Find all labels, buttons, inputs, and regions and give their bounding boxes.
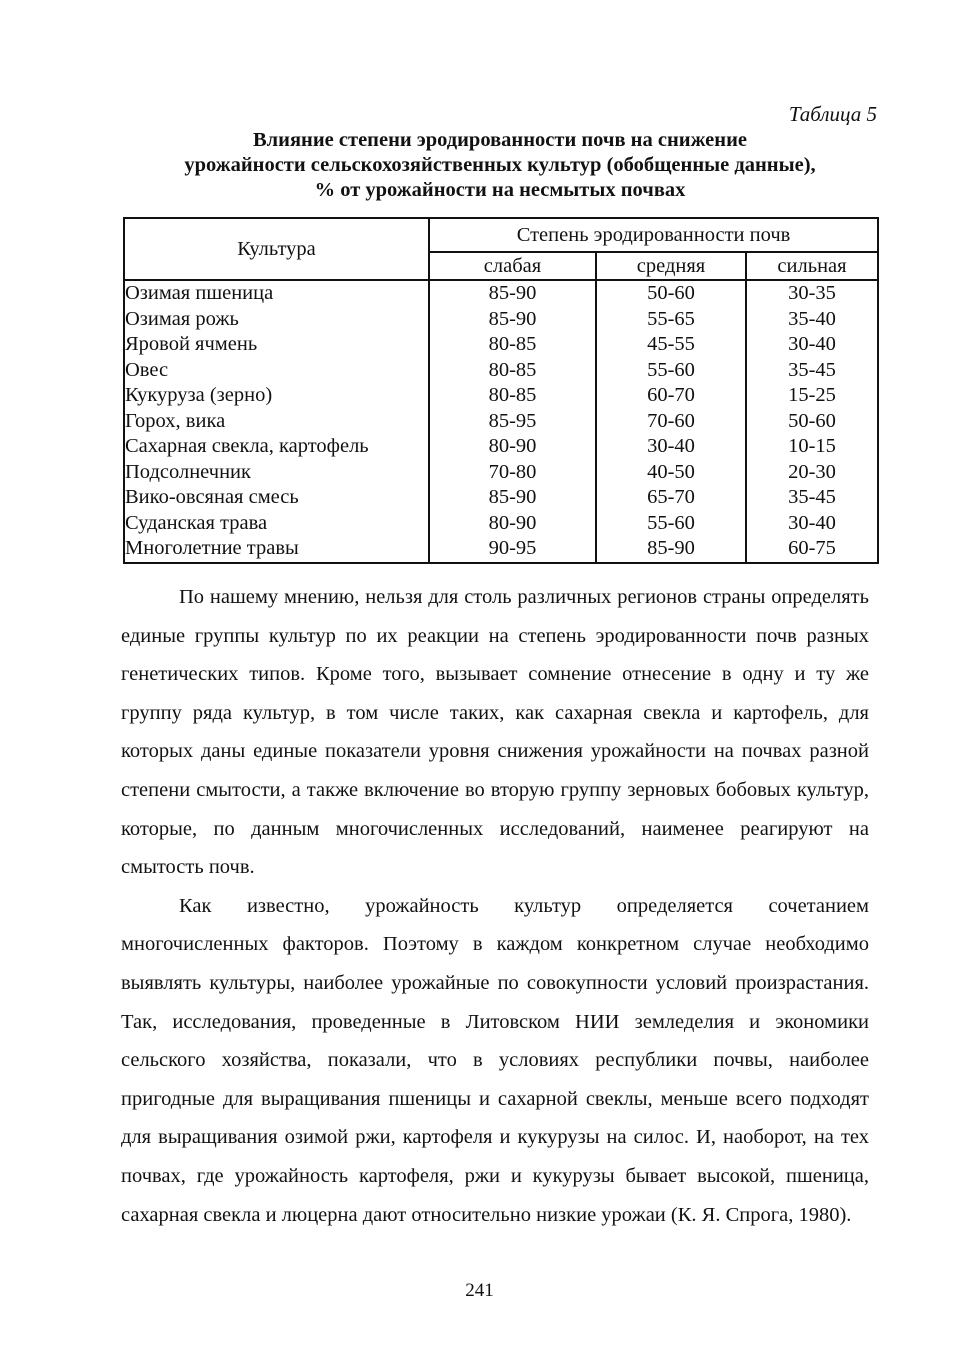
medium-erosion-cell: 50-60 xyxy=(596,280,746,307)
crop-name-cell: Вико-овсяная смесь xyxy=(124,485,429,511)
strong-erosion-cell: 20-30 xyxy=(746,460,878,486)
caption-line: % от урожайности на несмытых почвах xyxy=(314,179,686,201)
header-weak: слабая xyxy=(429,252,596,280)
table-row xyxy=(124,485,878,511)
crop-name-cell: Подсолнечник xyxy=(124,460,429,486)
weak-erosion-cell: 80-90 xyxy=(429,511,596,537)
header-erosion-degree: Степень эродированности почв xyxy=(429,218,878,252)
header-crop: Культура xyxy=(124,218,429,280)
table-row xyxy=(124,409,878,435)
header-strong: сильная xyxy=(746,252,878,280)
caption-line: урожайности сельскохозяйственных культур (обобщенные данные), xyxy=(184,154,816,176)
weak-erosion-cell: 80-90 xyxy=(429,434,596,460)
table-caption xyxy=(120,128,880,203)
caption-line: Влияние степени эродированности почв на снижение xyxy=(252,129,747,151)
crop-name-cell: Горох, вика xyxy=(124,409,429,435)
crop-name-cell: Суданская трава xyxy=(124,511,429,537)
table-body xyxy=(124,280,878,563)
paragraph: По нашему мнению, нельзя для столь различных регионов страны определять единые группы культур по их реакции на степень эродированности почв разных генетических типов. Кроме того, вызывает сомнение отнесение в одну и ту же группу ряда культур, в том числе таких, как сахарная свекла и картофель, для которых даны единые показатели уровня снижения урожайности на почвах разной степени смытости, а также включение во вторую группу зерновых бобовых культур, которые, по данным многочисленных исследований, наименее реагируют на смытость почв. xyxy=(121,586,869,879)
erosion-yield-table xyxy=(123,217,879,564)
table-row xyxy=(124,511,878,537)
table-row xyxy=(124,460,878,486)
paragraph: Как известно, урожайность культур определяется сочетанием многочисленных факторов. Поэтому в каждом конкретном случае необходимо выявлять культуры, наиболее урожайные по совокупности условий произрастания. Так, исследования, проведенные в Литовском НИИ земледелия и экономики сельского хозяйства, показали, что в условиях республики почвы, наиболее пригодные для выращивания пшеницы и сахарной свеклы, меньше всего подходят для выращивания озимой ржи, картофеля и кукурузы на силос. И, наоборот, на тех почвах, где урожайность картофеля, ржи и кукурузы бывает высокой, пшеница, сахарная свекла и люцерна дают относительно низкие урожаи (К. Я. Спрога, 1980). xyxy=(121,894,869,1226)
medium-erosion-cell: 55-65 xyxy=(596,307,746,333)
weak-erosion-cell: 90-95 xyxy=(429,536,596,563)
medium-erosion-cell: 55-60 xyxy=(596,358,746,384)
body-text xyxy=(121,578,869,1234)
strong-erosion-cell: 35-45 xyxy=(746,358,878,384)
weak-erosion-cell: 85-90 xyxy=(429,485,596,511)
medium-erosion-cell: 30-40 xyxy=(596,434,746,460)
strong-erosion-cell: 10-15 xyxy=(746,434,878,460)
weak-erosion-cell: 85-95 xyxy=(429,409,596,435)
table-row xyxy=(124,280,878,307)
strong-erosion-cell: 50-60 xyxy=(746,409,878,435)
strong-erosion-cell: 60-75 xyxy=(746,536,878,563)
weak-erosion-cell: 70-80 xyxy=(429,460,596,486)
weak-erosion-cell: 80-85 xyxy=(429,358,596,384)
table-row xyxy=(124,536,878,563)
table-row xyxy=(124,383,878,409)
medium-erosion-cell: 55-60 xyxy=(596,511,746,537)
table-number-label: Таблица 5 xyxy=(788,102,877,126)
strong-erosion-cell: 30-40 xyxy=(746,511,878,537)
table-row xyxy=(124,434,878,460)
medium-erosion-cell: 65-70 xyxy=(596,485,746,511)
crop-name-cell: Овес xyxy=(124,358,429,384)
crop-name-cell: Озимая пшеница xyxy=(124,280,429,307)
strong-erosion-cell: 30-35 xyxy=(746,280,878,307)
table-row xyxy=(124,307,878,333)
crop-name-cell: Сахарная свекла, картофель xyxy=(124,434,429,460)
medium-erosion-cell: 40-50 xyxy=(596,460,746,486)
header-medium: средняя xyxy=(596,252,746,280)
strong-erosion-cell: 35-45 xyxy=(746,485,878,511)
strong-erosion-cell: 35-40 xyxy=(746,307,878,333)
medium-erosion-cell: 45-55 xyxy=(596,332,746,358)
medium-erosion-cell: 70-60 xyxy=(596,409,746,435)
weak-erosion-cell: 80-85 xyxy=(429,332,596,358)
crop-name-cell: Многолетние травы xyxy=(124,536,429,563)
crop-name-cell: Озимая рожь xyxy=(124,307,429,333)
table-row xyxy=(124,358,878,384)
strong-erosion-cell: 30-40 xyxy=(746,332,878,358)
page-number: 241 xyxy=(465,1280,494,1301)
crop-name-cell: Яровой ячмень xyxy=(124,332,429,358)
medium-erosion-cell: 85-90 xyxy=(596,536,746,563)
weak-erosion-cell: 85-90 xyxy=(429,280,596,307)
crop-name-cell: Кукуруза (зерно) xyxy=(124,383,429,409)
weak-erosion-cell: 80-85 xyxy=(429,383,596,409)
strong-erosion-cell: 15-25 xyxy=(746,383,878,409)
weak-erosion-cell: 85-90 xyxy=(429,307,596,333)
table-row xyxy=(124,332,878,358)
medium-erosion-cell: 60-70 xyxy=(596,383,746,409)
